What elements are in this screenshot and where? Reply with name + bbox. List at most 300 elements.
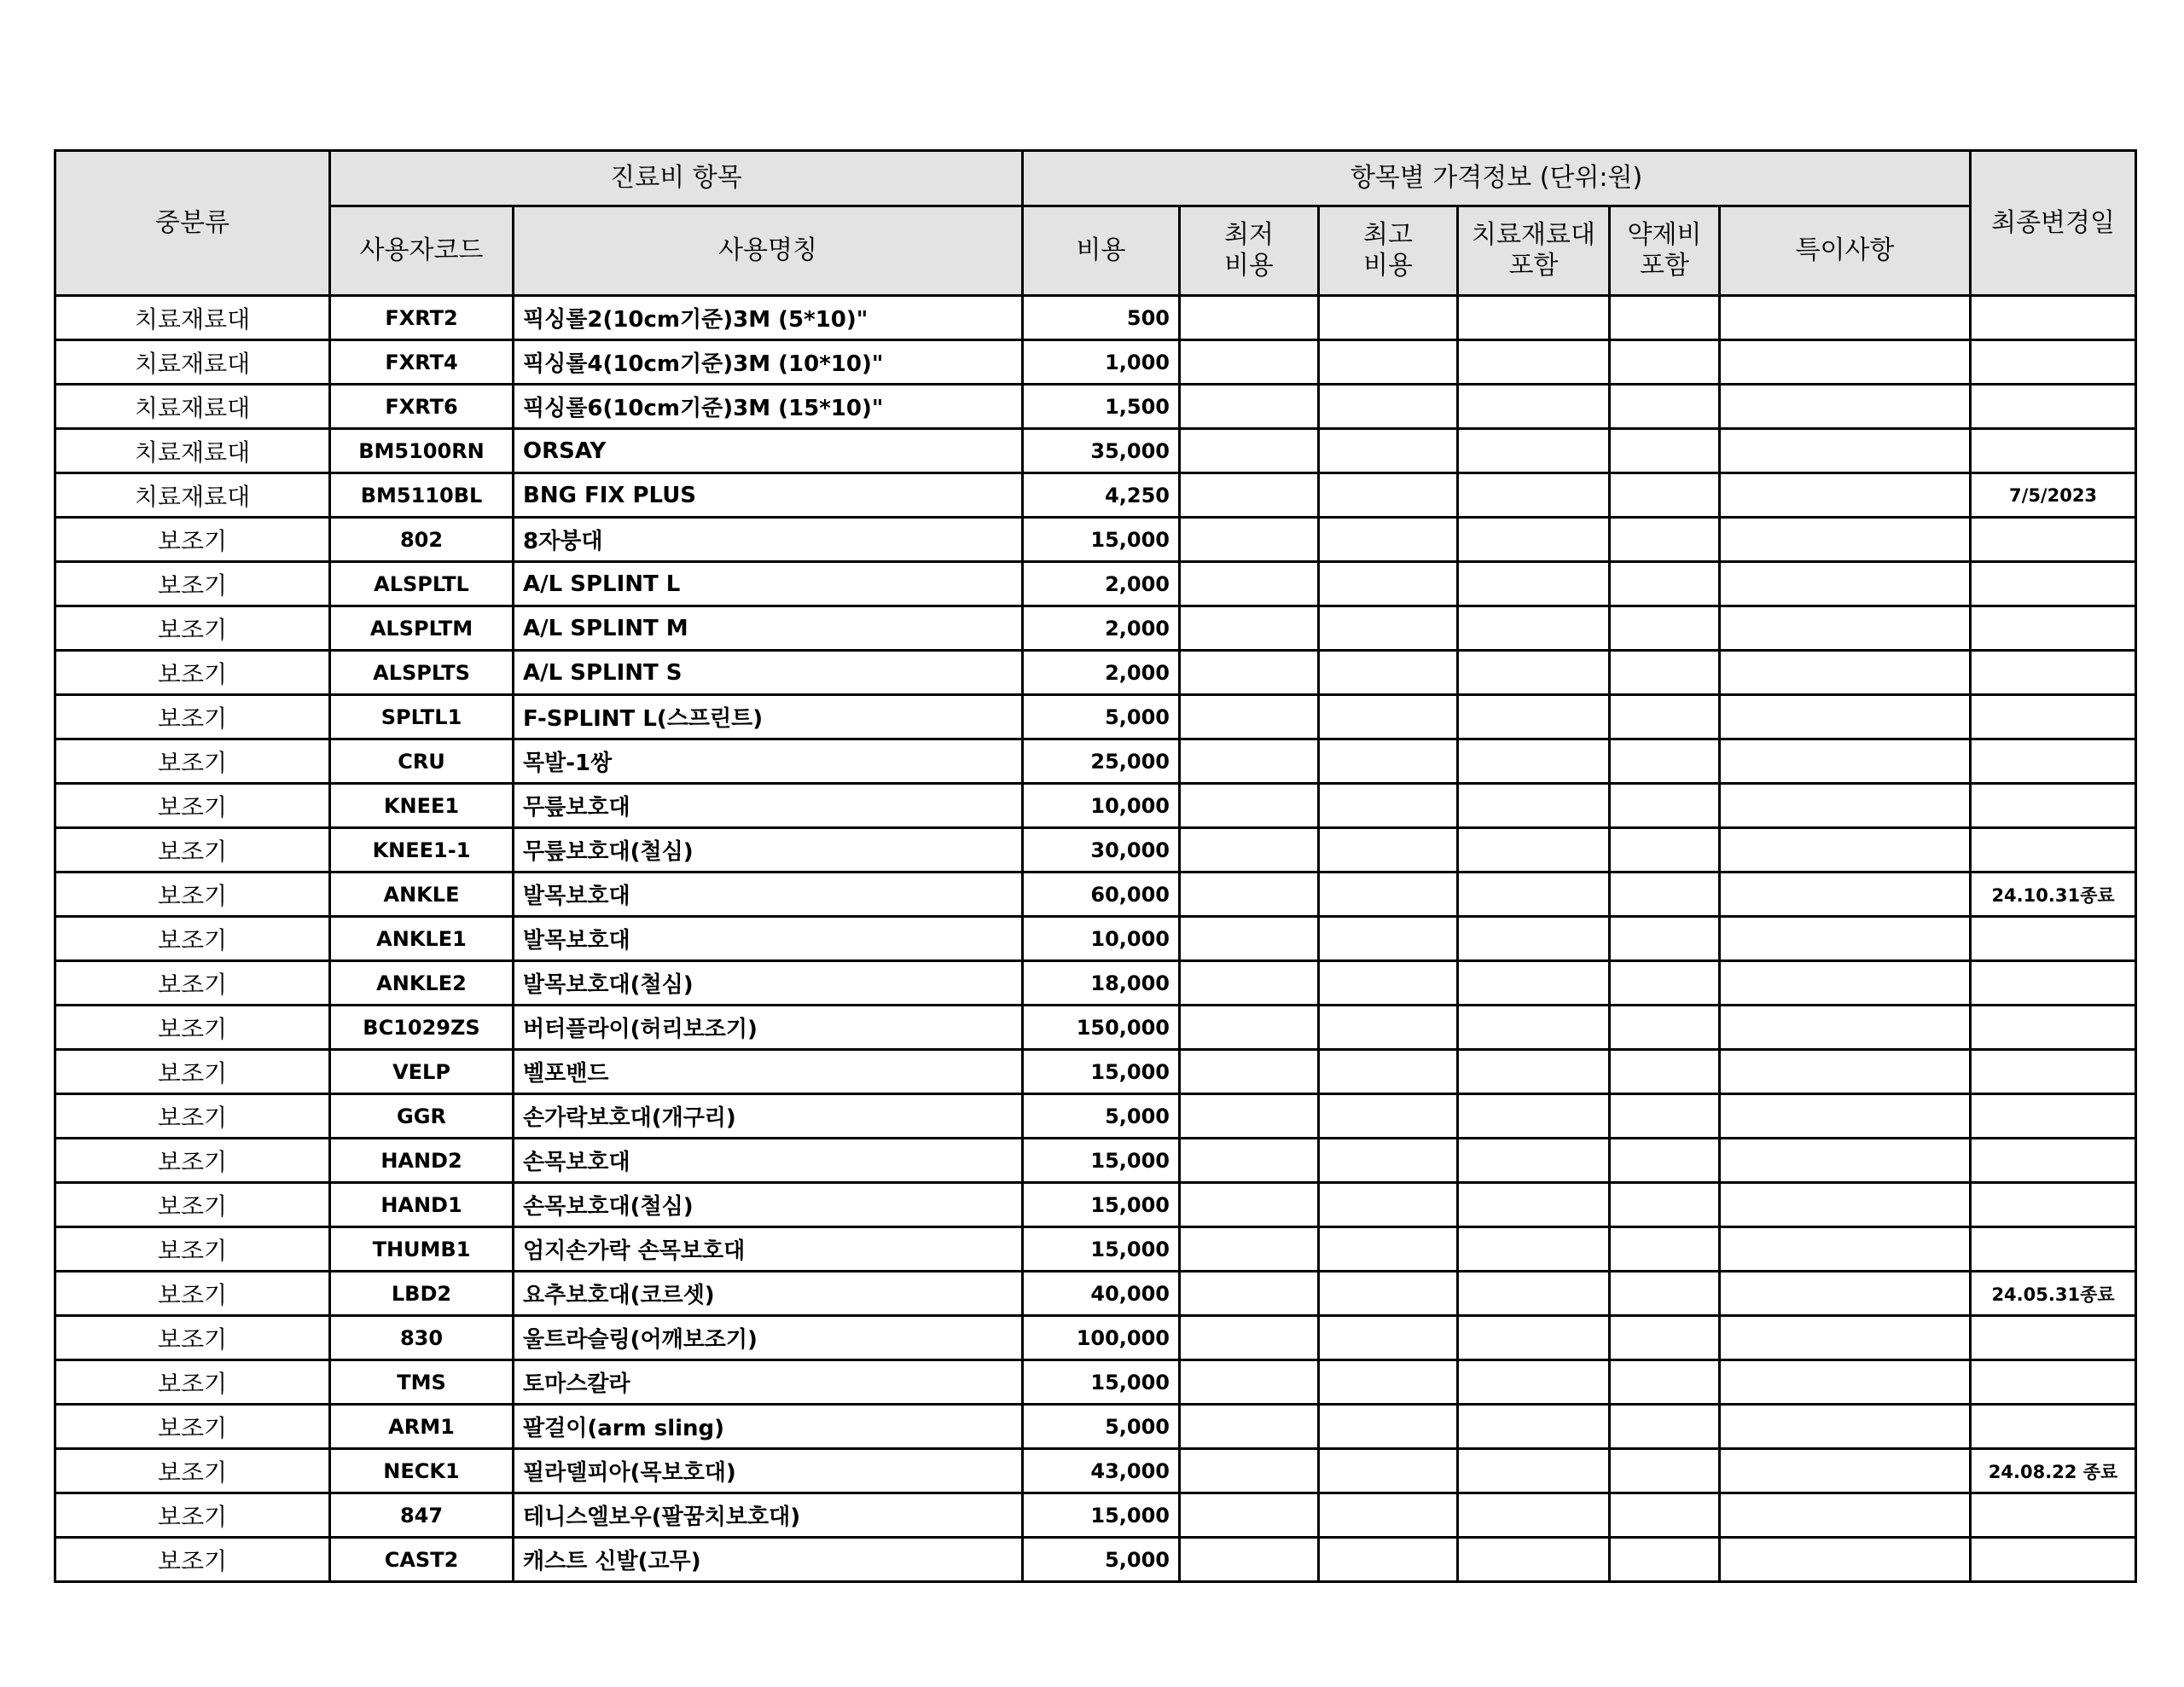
cell-code: CRU xyxy=(330,739,514,784)
cell-code: ANKLE xyxy=(330,872,514,917)
cell-min-cost xyxy=(1180,1139,1319,1183)
cell-last-modified xyxy=(1971,1538,2136,1582)
cell-drug-included xyxy=(1610,872,1720,917)
cell-drug-included xyxy=(1610,429,1720,473)
cell-max-cost xyxy=(1319,784,1458,828)
cell-material-included xyxy=(1458,917,1610,961)
cell-code: BM5110BL xyxy=(330,473,514,518)
cell-min-cost xyxy=(1180,1360,1319,1405)
table-row xyxy=(55,429,2136,473)
cell-code: THUMB1 xyxy=(330,1227,514,1272)
cell-last-modified xyxy=(1971,340,2136,385)
cell-code: 830 xyxy=(330,1316,514,1360)
cell-max-cost xyxy=(1319,828,1458,872)
cell-drug-included xyxy=(1610,1493,1720,1538)
cell-drug-included xyxy=(1610,1139,1720,1183)
cell-max-cost xyxy=(1319,1094,1458,1139)
cell-last-modified: 7/5/2023 xyxy=(1971,473,2136,518)
cell-last-modified xyxy=(1971,739,2136,784)
cell-cost: 15,000 xyxy=(1023,1050,1180,1094)
cell-cost: 15,000 xyxy=(1023,1360,1180,1405)
cell-min-cost xyxy=(1180,651,1319,695)
cell-category: 보조기 xyxy=(55,828,330,872)
cell-last-modified xyxy=(1971,1183,2136,1227)
cell-max-cost xyxy=(1319,606,1458,651)
cell-max-cost xyxy=(1319,695,1458,739)
cell-category: 보조기 xyxy=(55,739,330,784)
cell-code: ARM1 xyxy=(330,1405,514,1449)
cell-cost: 1,500 xyxy=(1023,385,1180,429)
cell-last-modified xyxy=(1971,562,2136,606)
cell-min-cost xyxy=(1180,1493,1319,1538)
table-row xyxy=(55,917,2136,961)
cell-min-cost xyxy=(1180,606,1319,651)
cell-code: 802 xyxy=(330,518,514,562)
cell-material-included xyxy=(1458,695,1610,739)
cell-code: BM5100RN xyxy=(330,429,514,473)
cell-drug-included xyxy=(1610,1050,1720,1094)
cell-last-modified xyxy=(1971,1094,2136,1139)
cell-last-modified xyxy=(1971,784,2136,828)
header-cost: 비용 xyxy=(1023,206,1180,296)
cell-cost: 5,000 xyxy=(1023,1538,1180,1582)
cell-cost: 43,000 xyxy=(1023,1449,1180,1493)
header-max-cost: 최고 비용 xyxy=(1319,206,1458,296)
cell-min-cost xyxy=(1180,1227,1319,1272)
cell-min-cost xyxy=(1180,1050,1319,1094)
cell-category: 보조기 xyxy=(55,1360,330,1405)
cell-drug-included xyxy=(1610,473,1720,518)
table-row xyxy=(55,1183,2136,1227)
cell-max-cost xyxy=(1319,1272,1458,1316)
cell-drug-included xyxy=(1610,340,1720,385)
cell-material-included xyxy=(1458,1360,1610,1405)
cell-cost: 25,000 xyxy=(1023,739,1180,784)
cell-drug-included xyxy=(1610,828,1720,872)
cell-material-included xyxy=(1458,562,1610,606)
cell-material-included xyxy=(1458,1538,1610,1582)
cell-material-included xyxy=(1458,340,1610,385)
cell-name: 발목보호대 xyxy=(514,917,1023,961)
table-row xyxy=(55,606,2136,651)
cell-code: FXRT4 xyxy=(330,340,514,385)
cell-name: 테니스엘보우(팔꿈치보호대) xyxy=(514,1493,1023,1538)
table-row xyxy=(55,385,2136,429)
cell-max-cost xyxy=(1319,296,1458,340)
cell-max-cost xyxy=(1319,1316,1458,1360)
table-row xyxy=(55,340,2136,385)
cell-category: 보조기 xyxy=(55,1050,330,1094)
cell-name: 픽싱롤6(10cm기준)3M (15*10)" xyxy=(514,385,1023,429)
cell-code: SPLTL1 xyxy=(330,695,514,739)
cell-cost: 2,000 xyxy=(1023,562,1180,606)
cell-code: HAND1 xyxy=(330,1183,514,1227)
header-group-price: 항목별 가격정보 (단위:원) xyxy=(1023,151,1971,206)
cell-material-included xyxy=(1458,518,1610,562)
cell-name: 무릎보호대 xyxy=(514,784,1023,828)
cell-name: 엄지손가락 손목보호대 xyxy=(514,1227,1023,1272)
cell-drug-included xyxy=(1610,606,1720,651)
cell-cost: 5,000 xyxy=(1023,695,1180,739)
cell-name: 발목보호대(철심) xyxy=(514,961,1023,1006)
cell-last-modified xyxy=(1971,518,2136,562)
cell-cost: 5,000 xyxy=(1023,1094,1180,1139)
cell-code: NECK1 xyxy=(330,1449,514,1493)
table-body xyxy=(55,296,2136,1582)
cell-max-cost xyxy=(1319,1050,1458,1094)
cell-cost: 15,000 xyxy=(1023,1139,1180,1183)
table-row xyxy=(55,1316,2136,1360)
cell-drug-included xyxy=(1610,1006,1720,1050)
cell-name: 픽싱롤4(10cm기준)3M (10*10)" xyxy=(514,340,1023,385)
cell-code: ANKLE1 xyxy=(330,917,514,961)
cell-material-included xyxy=(1458,872,1610,917)
table-row xyxy=(55,1139,2136,1183)
cell-max-cost xyxy=(1319,1405,1458,1449)
table-row xyxy=(55,651,2136,695)
cell-material-included xyxy=(1458,1272,1610,1316)
table-row xyxy=(55,1493,2136,1538)
cell-category: 보조기 xyxy=(55,606,330,651)
cell-name: ORSAY xyxy=(514,429,1023,473)
cell-max-cost xyxy=(1319,961,1458,1006)
cell-code: KNEE1 xyxy=(330,784,514,828)
cell-notes xyxy=(1720,739,1971,784)
cell-last-modified xyxy=(1971,385,2136,429)
cell-material-included xyxy=(1458,784,1610,828)
cell-name: 발목보호대 xyxy=(514,872,1023,917)
cell-drug-included xyxy=(1610,1094,1720,1139)
cell-drug-included xyxy=(1610,1316,1720,1360)
cell-category: 보조기 xyxy=(55,1227,330,1272)
cell-cost: 18,000 xyxy=(1023,961,1180,1006)
cell-cost: 100,000 xyxy=(1023,1316,1180,1360)
cell-last-modified xyxy=(1971,606,2136,651)
cell-code: ALSPLTS xyxy=(330,651,514,695)
cell-last-modified xyxy=(1971,695,2136,739)
cell-drug-included xyxy=(1610,296,1720,340)
cell-name: 무릎보호대(철심) xyxy=(514,828,1023,872)
cell-code: GGR xyxy=(330,1094,514,1139)
cell-code: LBD2 xyxy=(330,1272,514,1316)
cell-category: 보조기 xyxy=(55,1006,330,1050)
cell-material-included xyxy=(1458,1405,1610,1449)
cell-min-cost xyxy=(1180,828,1319,872)
table-row xyxy=(55,739,2136,784)
cell-code: 847 xyxy=(330,1493,514,1538)
cell-max-cost xyxy=(1319,1183,1458,1227)
cell-cost: 35,000 xyxy=(1023,429,1180,473)
cell-material-included xyxy=(1458,429,1610,473)
cell-drug-included xyxy=(1610,1360,1720,1405)
cell-min-cost xyxy=(1180,429,1319,473)
cell-category: 보조기 xyxy=(55,518,330,562)
cell-category: 보조기 xyxy=(55,1405,330,1449)
cell-last-modified xyxy=(1971,1006,2136,1050)
cell-category: 치료재료대 xyxy=(55,296,330,340)
cell-notes xyxy=(1720,695,1971,739)
cell-cost: 150,000 xyxy=(1023,1006,1180,1050)
cell-drug-included xyxy=(1610,562,1720,606)
cell-last-modified xyxy=(1971,1405,2136,1449)
cell-name: 토마스칼라 xyxy=(514,1360,1023,1405)
table-row xyxy=(55,1227,2136,1272)
cell-name: 손가락보호대(개구리) xyxy=(514,1094,1023,1139)
cell-min-cost xyxy=(1180,562,1319,606)
cell-cost: 15,000 xyxy=(1023,518,1180,562)
cell-code: FXRT2 xyxy=(330,296,514,340)
cell-material-included xyxy=(1458,828,1610,872)
cell-max-cost xyxy=(1319,1449,1458,1493)
cell-notes xyxy=(1720,1493,1971,1538)
cell-notes xyxy=(1720,872,1971,917)
cell-cost: 15,000 xyxy=(1023,1227,1180,1272)
cell-notes xyxy=(1720,828,1971,872)
header-category: 중분류 xyxy=(55,151,330,296)
cell-min-cost xyxy=(1180,473,1319,518)
cell-material-included xyxy=(1458,1449,1610,1493)
cell-cost: 500 xyxy=(1023,296,1180,340)
cell-min-cost xyxy=(1180,518,1319,562)
cell-cost: 2,000 xyxy=(1023,606,1180,651)
cell-cost: 4,250 xyxy=(1023,473,1180,518)
cell-max-cost xyxy=(1319,1227,1458,1272)
cell-drug-included xyxy=(1610,695,1720,739)
cell-drug-included xyxy=(1610,1538,1720,1582)
cell-material-included xyxy=(1458,473,1610,518)
cell-cost: 15,000 xyxy=(1023,1493,1180,1538)
cell-notes xyxy=(1720,1360,1971,1405)
cell-last-modified xyxy=(1971,1360,2136,1405)
cell-category: 보조기 xyxy=(55,917,330,961)
cell-min-cost xyxy=(1180,340,1319,385)
cell-max-cost xyxy=(1319,917,1458,961)
cell-notes xyxy=(1720,1316,1971,1360)
header-material-included: 치료재료대 포함 xyxy=(1458,206,1610,296)
cell-min-cost xyxy=(1180,1272,1319,1316)
cell-notes xyxy=(1720,340,1971,385)
cell-max-cost xyxy=(1319,429,1458,473)
cell-last-modified: 24.08.22 종료 xyxy=(1971,1449,2136,1493)
header-notes: 특이사항 xyxy=(1720,206,1971,296)
cell-material-included xyxy=(1458,651,1610,695)
cell-max-cost xyxy=(1319,872,1458,917)
cell-min-cost xyxy=(1180,1316,1319,1360)
cell-min-cost xyxy=(1180,1538,1319,1582)
table-row xyxy=(55,518,2136,562)
cell-drug-included xyxy=(1610,385,1720,429)
header-user-code: 사용자코드 xyxy=(330,206,514,296)
cell-notes xyxy=(1720,1449,1971,1493)
cell-cost: 30,000 xyxy=(1023,828,1180,872)
cell-name: 8자붕대 xyxy=(514,518,1023,562)
header-min-cost: 최저 비용 xyxy=(1180,206,1319,296)
cell-cost: 10,000 xyxy=(1023,917,1180,961)
table-row xyxy=(55,961,2136,1006)
table-row xyxy=(55,695,2136,739)
cell-category: 치료재료대 xyxy=(55,340,330,385)
cell-max-cost xyxy=(1319,340,1458,385)
cell-notes xyxy=(1720,1227,1971,1272)
cell-notes xyxy=(1720,1094,1971,1139)
cell-code: CAST2 xyxy=(330,1538,514,1582)
cell-min-cost xyxy=(1180,695,1319,739)
cell-category: 보조기 xyxy=(55,1139,330,1183)
cell-drug-included xyxy=(1610,1449,1720,1493)
header-user-name: 사용명칭 xyxy=(514,206,1023,296)
cell-name: 픽싱롤2(10cm기준)3M (5*10)" xyxy=(514,296,1023,340)
cell-last-modified xyxy=(1971,1493,2136,1538)
cell-name: 팔걸이(arm sling) xyxy=(514,1405,1023,1449)
cell-code: FXRT6 xyxy=(330,385,514,429)
cell-last-modified xyxy=(1971,651,2136,695)
cell-notes xyxy=(1720,1405,1971,1449)
cell-code: BC1029ZS xyxy=(330,1006,514,1050)
cell-category: 보조기 xyxy=(55,1094,330,1139)
cell-drug-included xyxy=(1610,1405,1720,1449)
cell-category: 보조기 xyxy=(55,1538,330,1582)
table-row xyxy=(55,872,2136,917)
table-row xyxy=(55,562,2136,606)
cell-max-cost xyxy=(1319,1493,1458,1538)
cell-category: 치료재료대 xyxy=(55,385,330,429)
cell-code: ANKLE2 xyxy=(330,961,514,1006)
cell-notes xyxy=(1720,1006,1971,1050)
cell-notes xyxy=(1720,784,1971,828)
cell-max-cost xyxy=(1319,651,1458,695)
cell-last-modified xyxy=(1971,917,2136,961)
cell-category: 보조기 xyxy=(55,1183,330,1227)
cell-category: 보조기 xyxy=(55,961,330,1006)
cell-name: 손목보호대(철심) xyxy=(514,1183,1023,1227)
cell-drug-included xyxy=(1610,1272,1720,1316)
cell-notes xyxy=(1720,1272,1971,1316)
cell-material-included xyxy=(1458,1006,1610,1050)
cell-category: 보조기 xyxy=(55,1316,330,1360)
cell-min-cost xyxy=(1180,961,1319,1006)
cell-max-cost xyxy=(1319,385,1458,429)
cell-code: ALSPLTM xyxy=(330,606,514,651)
cell-name: 벨포밴드 xyxy=(514,1050,1023,1094)
cell-min-cost xyxy=(1180,1006,1319,1050)
cell-max-cost xyxy=(1319,1538,1458,1582)
cell-last-modified xyxy=(1971,296,2136,340)
cell-material-included xyxy=(1458,739,1610,784)
cell-notes xyxy=(1720,1050,1971,1094)
cell-name: 울트라슬링(어깨보조기) xyxy=(514,1316,1023,1360)
cell-material-included xyxy=(1458,1227,1610,1272)
cell-min-cost xyxy=(1180,1449,1319,1493)
cell-name: 요추보호대(코르셋) xyxy=(514,1272,1023,1316)
cell-category: 보조기 xyxy=(55,784,330,828)
cell-category: 치료재료대 xyxy=(55,473,330,518)
cell-name: A/L SPLINT L xyxy=(514,562,1023,606)
table-row xyxy=(55,1050,2136,1094)
cell-last-modified: 24.10.31종료 xyxy=(1971,872,2136,917)
cell-name: 캐스트 신발(고무) xyxy=(514,1538,1023,1582)
cell-material-included xyxy=(1458,1050,1610,1094)
cell-name: 버터플라이(허리보조기) xyxy=(514,1006,1023,1050)
cell-material-included xyxy=(1458,385,1610,429)
cell-min-cost xyxy=(1180,1183,1319,1227)
cell-name: 손목보호대 xyxy=(514,1139,1023,1183)
cell-material-included xyxy=(1458,961,1610,1006)
cell-last-modified xyxy=(1971,1316,2136,1360)
cell-category: 보조기 xyxy=(55,651,330,695)
cell-max-cost xyxy=(1319,739,1458,784)
cell-drug-included xyxy=(1610,961,1720,1006)
table-row xyxy=(55,296,2136,340)
table-row xyxy=(55,784,2136,828)
cell-last-modified xyxy=(1971,429,2136,473)
cell-drug-included xyxy=(1610,1183,1720,1227)
table-row xyxy=(55,1449,2136,1493)
cell-drug-included xyxy=(1610,917,1720,961)
cell-code: HAND2 xyxy=(330,1139,514,1183)
cell-notes xyxy=(1720,1139,1971,1183)
cell-drug-included xyxy=(1610,1227,1720,1272)
cell-name: F-SPLINT L(스프린트) xyxy=(514,695,1023,739)
table-row xyxy=(55,828,2136,872)
cell-category: 보조기 xyxy=(55,1493,330,1538)
cell-notes xyxy=(1720,1183,1971,1227)
cell-notes xyxy=(1720,385,1971,429)
cell-material-included xyxy=(1458,606,1610,651)
cell-category: 보조기 xyxy=(55,1449,330,1493)
cell-code: KNEE1-1 xyxy=(330,828,514,872)
cell-min-cost xyxy=(1180,872,1319,917)
cell-cost: 15,000 xyxy=(1023,1183,1180,1227)
cell-drug-included xyxy=(1610,518,1720,562)
cell-cost: 60,000 xyxy=(1023,872,1180,917)
cell-max-cost xyxy=(1319,1006,1458,1050)
table-row xyxy=(55,1094,2136,1139)
cell-last-modified xyxy=(1971,961,2136,1006)
cell-cost: 1,000 xyxy=(1023,340,1180,385)
cell-code: VELP xyxy=(330,1050,514,1094)
table-row xyxy=(55,1360,2136,1405)
cell-notes xyxy=(1720,518,1971,562)
cell-name: 필라델피아(목보호대) xyxy=(514,1449,1023,1493)
cell-last-modified xyxy=(1971,1050,2136,1094)
cell-category: 보조기 xyxy=(55,872,330,917)
table-row xyxy=(55,1405,2136,1449)
cell-cost: 40,000 xyxy=(1023,1272,1180,1316)
cell-last-modified xyxy=(1971,1227,2136,1272)
cell-name: A/L SPLINT S xyxy=(514,651,1023,695)
cell-material-included xyxy=(1458,296,1610,340)
cell-code: ALSPLTL xyxy=(330,562,514,606)
cell-min-cost xyxy=(1180,739,1319,784)
cell-material-included xyxy=(1458,1183,1610,1227)
cell-material-included xyxy=(1458,1094,1610,1139)
cell-category: 보조기 xyxy=(55,562,330,606)
cell-name: BNG FIX PLUS xyxy=(514,473,1023,518)
cell-code: TMS xyxy=(330,1360,514,1405)
cell-material-included xyxy=(1458,1139,1610,1183)
cell-min-cost xyxy=(1180,385,1319,429)
cell-name: A/L SPLINT M xyxy=(514,606,1023,651)
cell-notes xyxy=(1720,562,1971,606)
cell-last-modified: 24.05.31종료 xyxy=(1971,1272,2136,1316)
cell-category: 보조기 xyxy=(55,695,330,739)
cell-category: 보조기 xyxy=(55,1272,330,1316)
cell-min-cost xyxy=(1180,917,1319,961)
cell-drug-included xyxy=(1610,739,1720,784)
cell-last-modified xyxy=(1971,828,2136,872)
cell-cost: 10,000 xyxy=(1023,784,1180,828)
table-row xyxy=(55,473,2136,518)
